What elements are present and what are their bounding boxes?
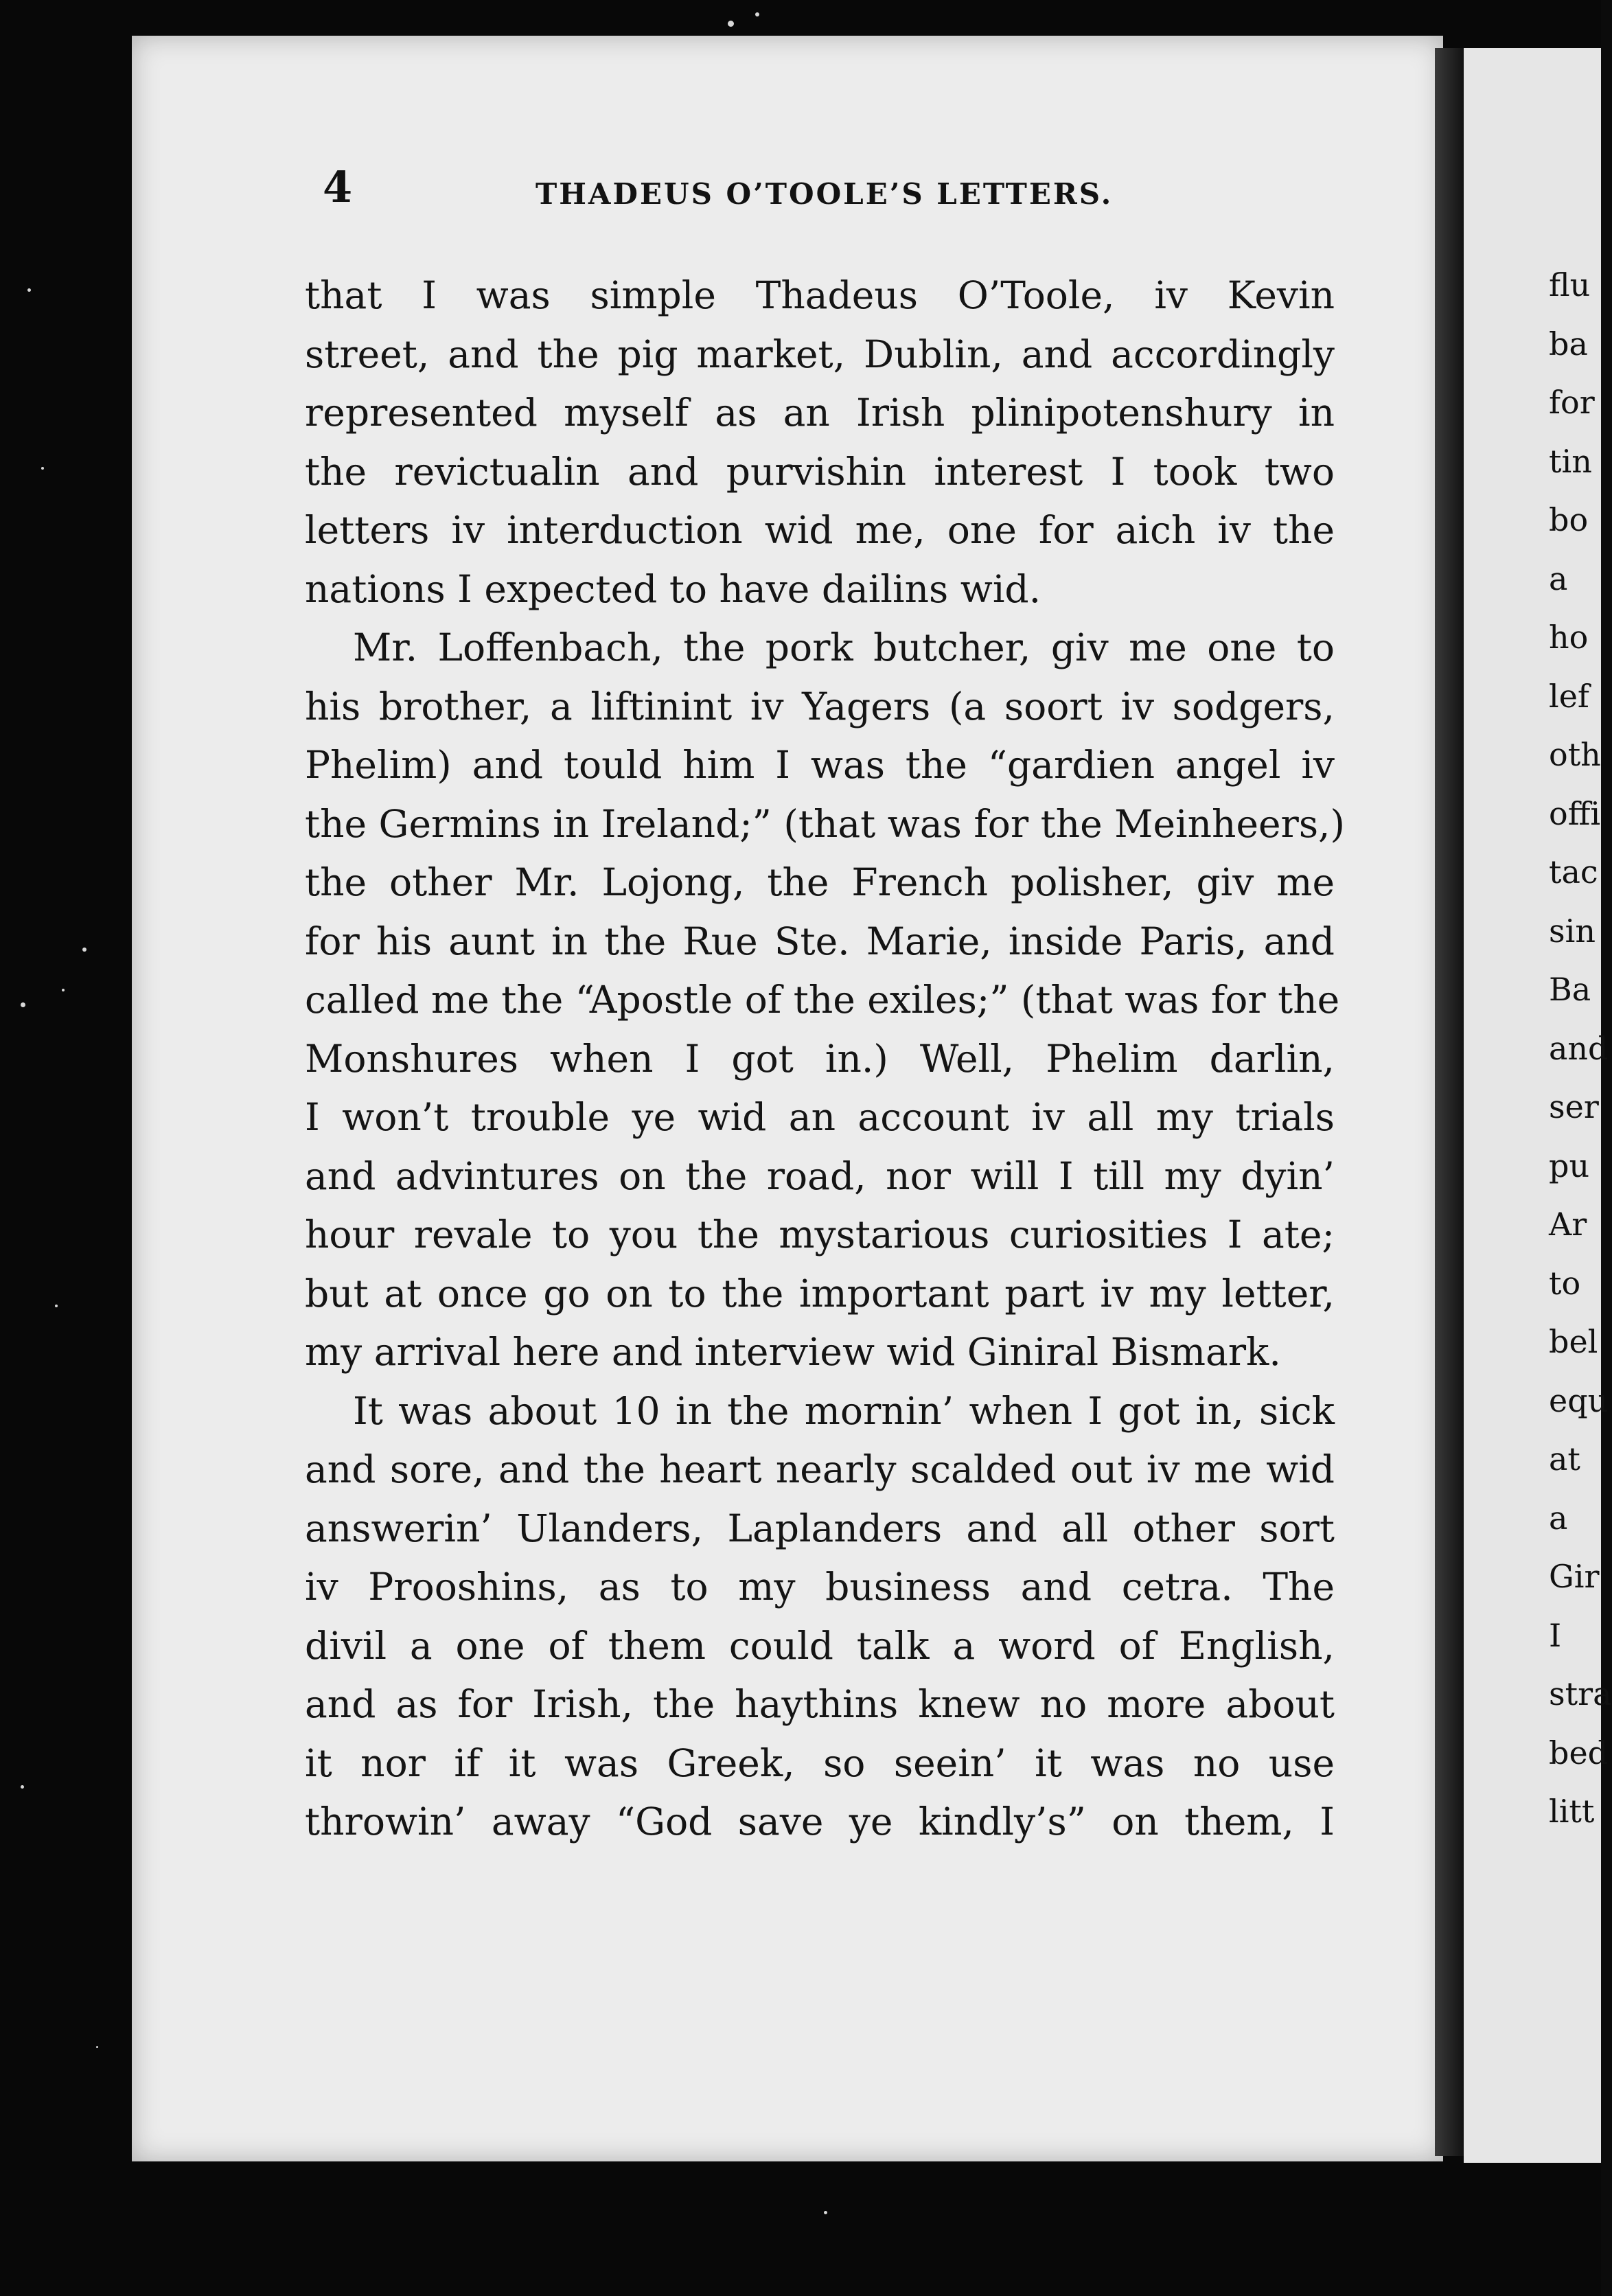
text-line: street, and the pig market, Dublin, and accordingly (305, 332, 1335, 376)
facing-page-line: tin (1549, 442, 1592, 480)
text-line: answerin’ Ulanders, Laplanders and all other sort (305, 1506, 1335, 1550)
facing-page-line: bo (1549, 501, 1589, 538)
text-line: and advintures on the road, nor will I till my dyin’ (305, 1153, 1335, 1198)
paragraph-2 (305, 619, 1345, 1382)
facing-page-line: a (1549, 560, 1568, 597)
scan-speck (21, 1002, 25, 1007)
scan-speck (62, 989, 65, 991)
text-line: for his aunt in the Rue Ste. Marie, inside Paris, and (305, 919, 1335, 963)
facing-page-line: sin (1549, 912, 1596, 950)
facing-page-line: tac (1549, 853, 1598, 891)
text-line: my arrival here and interview wid Giniral Bismark. (305, 1330, 1281, 1374)
text-line: represented myself as an Irish plinipotenshury in (305, 391, 1335, 435)
text-line: iv Prooshins, as to my business and cetra. The (305, 1565, 1335, 1609)
scan-speck (21, 1785, 24, 1789)
facing-page-line: offi (1549, 794, 1601, 832)
running-head: THADEUS O’TOOLE’S LETTERS. (536, 177, 1114, 211)
facing-page-line: I (1549, 1616, 1562, 1654)
text-line: nations I expected to have dailins wid. (305, 566, 1041, 611)
text-line: hour revale to you the mystarious curiosities I ate; (305, 1213, 1335, 1256)
facing-page-line: bel (1549, 1323, 1598, 1360)
facing-page-line: lef (1549, 677, 1589, 715)
text-line: and sore, and the heart nearly scalded out iv me wid (305, 1447, 1335, 1491)
facing-page-line: Gir (1549, 1558, 1600, 1595)
facing-page-line: stra (1549, 1675, 1612, 1712)
scan-speck (755, 12, 759, 16)
scan-speck (82, 948, 87, 952)
facing-page-line: oth (1549, 736, 1601, 773)
paragraph-1 (305, 266, 1335, 619)
text-line: throwin’ away “God save ye kindly’s” on them, I (305, 1800, 1335, 1844)
scan-speck (96, 2046, 98, 2048)
scan-speck (728, 21, 734, 27)
text-line: and as for Irish, the haythins knew no more about (305, 1682, 1335, 1726)
facing-page-line: Ba (1549, 971, 1591, 1008)
facing-page-line: Ar (1549, 1206, 1587, 1243)
facing-page-line: at (1549, 1440, 1580, 1478)
facing-page (1464, 48, 1612, 2163)
body-text (305, 266, 1345, 1852)
page-number: 4 (323, 162, 353, 212)
scan-speck (55, 1305, 58, 1307)
facing-page-line: litt (1549, 1793, 1595, 1830)
scan-speck (41, 467, 44, 470)
paragraph-3 (305, 1382, 1335, 1852)
text-line: but at once go on to the important part iv my letter, (305, 1271, 1335, 1316)
text-line: Phelim) and tould him I was the “gardien angel iv (305, 743, 1335, 787)
text-line: it nor if it was Greek, so seein’ it was no use (305, 1741, 1335, 1785)
facing-page-line: and (1549, 1029, 1609, 1067)
text-line: the Germins in Ireland;” (that was for the Meinheers,) (305, 801, 1345, 846)
text-line: divil a one of them could talk a word of English, (305, 1623, 1335, 1668)
facing-page-line: ser (1549, 1088, 1599, 1125)
text-line: called me the “Apostle of the exiles;” (that was for the (305, 978, 1340, 1022)
page-gutter-shadow (1435, 48, 1464, 2156)
facing-page-line: pu (1549, 1147, 1590, 1184)
facing-page-line: flu (1549, 266, 1591, 303)
text-line: the other Mr. Lojong, the French polisher, giv me (305, 860, 1335, 904)
facing-page-line: to (1549, 1264, 1581, 1302)
facing-page-line: bed (1549, 1734, 1609, 1771)
text-line: the revictualin and purvishin interest I took two (305, 449, 1335, 494)
text-line: I won’t trouble ye wid an account iv all my trials (305, 1095, 1335, 1139)
facing-page-line: equ (1549, 1381, 1609, 1419)
text-line: his brother, a liftinint iv Yagers (a soort iv sodgers, (305, 684, 1335, 728)
text-line: It was about 10 in the mornin’ when I got in, sick (353, 1388, 1335, 1433)
text-line: letters iv interduction wid me, one for aich iv the (305, 508, 1335, 552)
text-line: Monshures when I got in.) Well, Phelim darlin, (305, 1036, 1335, 1081)
facing-page-line: ba (1549, 325, 1588, 363)
scan-speck (27, 288, 31, 292)
text-line: Mr. Loffenbach, the pork butcher, giv me one to (353, 625, 1335, 669)
facing-page-line: for (1549, 384, 1595, 421)
facing-page-line: a (1549, 1499, 1568, 1537)
text-line: that I was simple Thadeus O’Toole, iv Kevin (305, 273, 1335, 317)
scan-speck (824, 2211, 827, 2214)
facing-page-line: ho (1549, 619, 1589, 656)
